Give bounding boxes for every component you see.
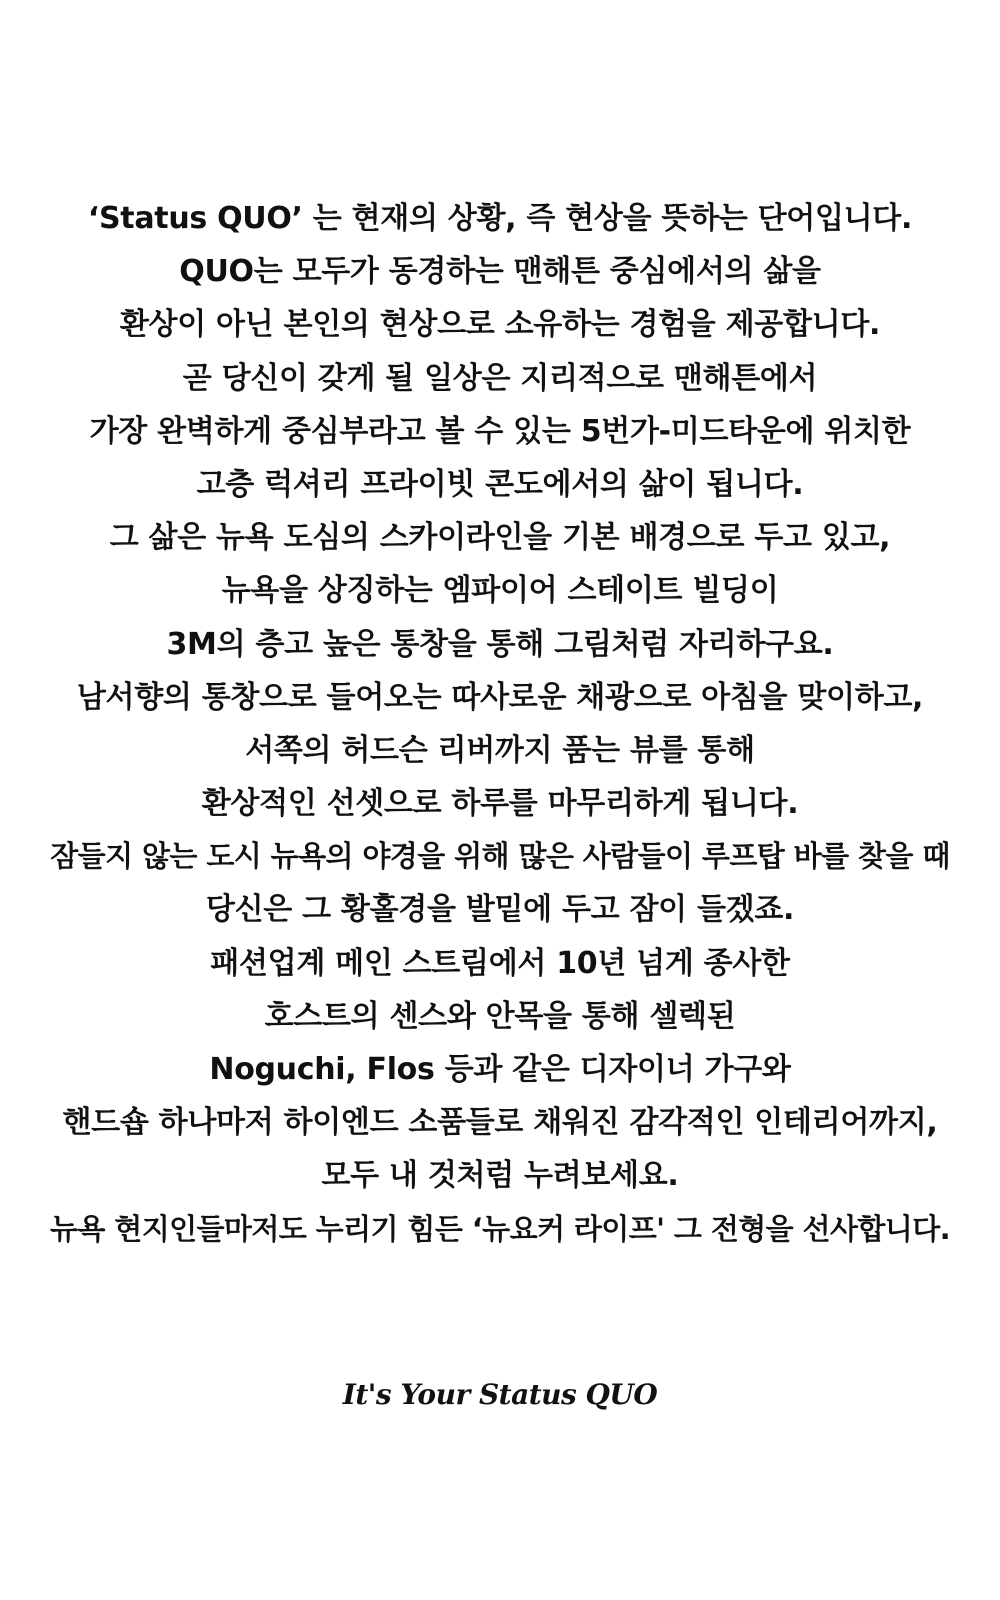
intro-line	[0, 192, 1000, 245]
text-line: 곧 당신이 갖게 될 일상은 지리적으로 맨해튼에서	[182, 360, 818, 396]
intro-brand-name: QUO	[217, 201, 292, 236]
text-line: QUO는 모두가 동경하는 맨해튼 중심에서의 삶을	[179, 254, 821, 290]
text-line: Noguchi, Flos 등과 같은 디자이너 가구와	[209, 1052, 791, 1087]
text-line: 핸드숍 하나마저 하이엔드 소품들로 채워진 감각적인 인테리어까지,	[62, 1105, 938, 1141]
text-line: 뉴욕을 상징하는 엠파이어 스테이트 빌딩이	[221, 573, 779, 609]
text-line: 3M의 층고 높은 통창을 통해 그림처럼 자리하구요.	[166, 626, 834, 662]
text-line: 가장 완벽하게 중심부라고 볼 수 있는 5번가-미드타운에 위치한	[89, 413, 911, 449]
text-line: 그 삶은 뉴욕 도심의 스카이라인을 기본 배경으로 두고 있고,	[109, 520, 891, 556]
text-line: 고층 럭셔리 프라이빗 콘도에서의 삶이 됩니다.	[196, 466, 804, 502]
text-line: 모두 내 것처럼 누려보세요.	[321, 1158, 679, 1194]
text-line: 서쪽의 허드슨 리버까지 품는 뷰를 통해	[245, 732, 755, 768]
text-line: 호스트의 센스와 안목을 통해 셀렉된	[264, 998, 736, 1034]
text-line: 환상이 아닌 본인의 현상으로 소유하는 경험을 제공합니다.	[119, 307, 881, 343]
intro-quote-rest: ’ 는 현재의 상황, 즉 현상을 뜻하는 단어입니다.	[291, 201, 913, 236]
text-line: 패션업계 메인 스트림에서 10년 넘게 종사한	[210, 945, 790, 981]
description-text-block	[0, 192, 1000, 1256]
signature-tagline: It's Your Status QUO	[342, 1378, 658, 1411]
text-line: 뉴욕 현지인들마저도 누리기 힘든 ‘뉴요커 라이프' 그 전형을 선사합니다.	[49, 1211, 951, 1246]
text-line: 당신은 그 황홀경을 발밑에 두고 잠이 들겠죠.	[205, 892, 795, 928]
intro-quote-open: ‘Status	[87, 201, 218, 236]
text-line: 잠들지 않는 도시 뉴욕의 야경을 위해 많은 사람들이 루프탑 바를 찾을 때	[50, 839, 950, 874]
text-line: 환상적인 선셋으로 하루를 마무리하게 됩니다.	[201, 786, 799, 822]
text-line: 남서향의 통창으로 들어오는 따사로운 채광으로 아침을 맞이하고,	[76, 679, 924, 715]
